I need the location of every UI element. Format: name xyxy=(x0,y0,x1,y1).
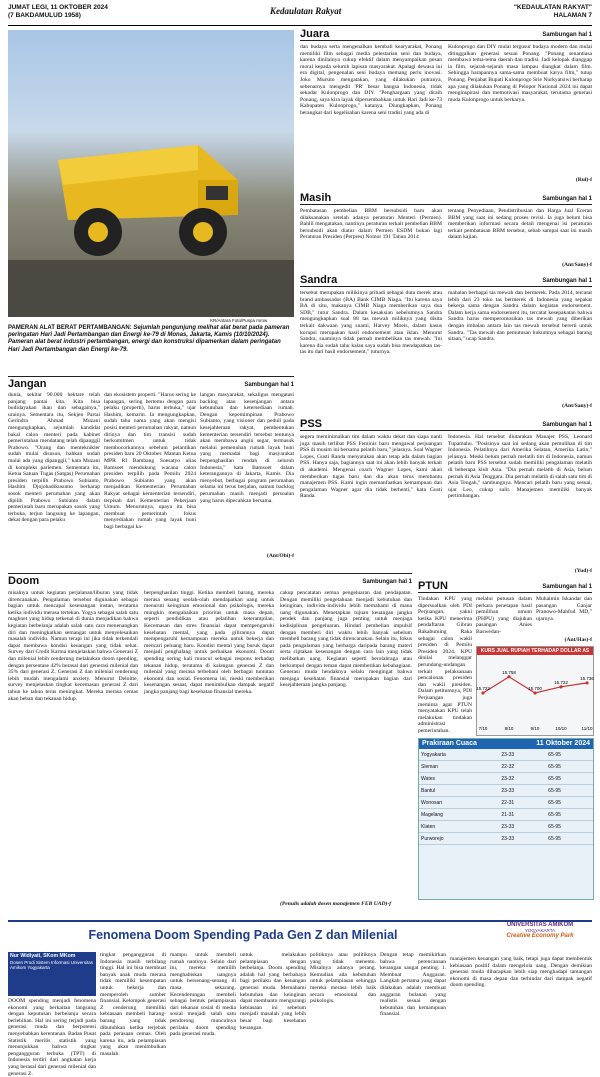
weather-row xyxy=(419,821,593,833)
pss-tag: Sambungan hal 1 xyxy=(542,422,592,428)
doom-col-1: misalnya untuk kegiatan perjalanan/liburan yang tidak direncanakan. Pengalaman tersebut digunakan sebagai bagian untuk mencapai kesenangan instan, terutama ketika individu merasa tertekan. Yogya sebagai salah satu maghnet yang hidup tetkenal di dunia menjadikan bahwa kegiatan berbelanja adalah salah satu cara menenangkan diri dan meningkatkan semangat untuk menyelesaikan masalah individu. Namun terapi ini jika tidak terkendali dapat membawa kondisi keuangan yang tidak sehat. Survey dari Credit Karma menjelaskan bahwa Generasi Z dan milenial lebih cenderung melakukan doom spending, dengan persentase 42% berasal dari generasi milenial dan 35% dari generasi Z. Generasi Z dan milenial cenderung lebih mudah mengalami anxiety. Menurut Deloitte, survey menjelaskan tingkat kecemasan generasi Z dari tahun ke tahun terus meningkat. Mereka merasa cemas akan beban dan tekanan hidup. xyxy=(8,590,138,702)
weather-hum: 65-95 xyxy=(546,833,593,845)
weather-city: Wonosari xyxy=(419,797,499,809)
feature-col-4: untuk melakukan pelampiasan dengan berbelanja. Doom spending adalah hal yang berbahaya bagi perilaku dan keuangan generasi muda. Memahami kebutuhan dan keinginan dapat membantu mengurangi kebiasaan ini sebelum menjadi masalah yang lebih besar bagi kesehatan keuangan. xyxy=(240,952,306,1031)
issue-date: JUMAT LEGI, 11 OKTOBER 2024 xyxy=(8,4,108,11)
weather-city: Klaten xyxy=(419,821,499,833)
amikom-logo xyxy=(488,922,592,952)
feature-col-5: politiknya atau politiknya yang tidak menentu. Misalnya adanya perang. Kemudian ada kebutuhan untuk pelampiasan sehingga mereka merasa lebih baik secara emosional dan psikologis. xyxy=(310,952,376,1005)
rate-value-label: 15.722 xyxy=(476,686,490,691)
juara-col-1: dan budaya serta mengenalkan kembali kearyarakat, Ponang memiliki film sebagai media pelestarian seni dan budaya, karena dinilainya cukup efektif dalam menyampaikan pesan moral kepada seluruh lapisan masyarakat. Apalagi dewasa ini era digital, pengenalan seni budaya memang perlu inovasi. Joko Mursito mengatakan, yang dilakukan putranya, sebenarnya mengedit 'PR' besar bangsa Indonesia, tidak sekadar Kulonprogo dan DIY. "Penghargaan yang diraih Ponang, saya kira layak dipersembahkan untuk Hari Jadi ke-73 Kabupaten Kulonprogo," katanya. Diungkapkan, Ponang berangkat dari kegelisahan karena seni tradisi yang ada di xyxy=(300,44,442,116)
ptun-col-2: melalui putusan dalam perkara penetapan hasil pemilihan umum (PHPU) yang diajukan pasangan Anies Baswedan- xyxy=(476,596,532,635)
ptun-col-3: Muhaimin Iskandar dan pasangan Ganjar Pranowo-Mahfud MD," ujarnya. xyxy=(536,596,592,622)
feature-col-6: Dengan tetap memikirkan bahwa perencanaan keuangan sangat penting. 1. Membuat Anggaran. Langkah pertama yang dapat dilakukan adalah membuat anggaran bulanan yang realistis sesuai dengan kebutuhan dan kemampuan finansial. xyxy=(380,952,446,1018)
weather-row xyxy=(419,773,593,785)
feature-col-1: DOOM spending menjadi fenomena ekonomi yang berkaitan langsung dengan keputusan berbelanja secara berlebihan. Hal ini sering terjadi pada generasi muda dan berpotensi menyebabkan kerentanan. Badan Pusat Statistik merilis statistik yang menunjukkan bahwa tingkat pengangguran terbuka (TPT) di Indonesia terdiri dari angkatan kerja yang berasal dari generasi milenial dan generasi Z. xyxy=(8,998,96,1077)
sandra-rule xyxy=(300,286,592,287)
weather-temp: 22-31 xyxy=(499,797,546,809)
jangan-col-3: langan masyarakat, sekaligus mengatasi backlog atau kesenjangan antara kebutuhan dan ketersediaan rumah. Dengan kepemimpinan Prabowo Subianto, yang visioner dan peduli pada kesejahteraan rakyat, pembentukan kementerian tersendiri tersebut tentunya akan membawa angin segar, termasuk melalui pemenuhan rumah layak huni yang memadai bagi masyarakat berpenghasilan rendah di seluruh Indonesia," kata Bamsoet dalam keterangannya di Jakarta, Kamis. Dia menyebut, berbagai program perumahan selama ini terus berjalan, namun backlog perumahan masih menjadi persoalan yang harus dipecahkan bersama. xyxy=(200,392,294,504)
exchange-rate-chart xyxy=(476,646,594,736)
weather-temp: 21-31 xyxy=(499,809,546,821)
feature-col-3: mampu untuk membeli rumah nantinya. Selain dari itu, mereka memilih menghabiskan uangnya untuk bersenang-senang di masa sekarang. Kecenderungan membeli sebagai bentuk pelampiasan dari tekanan sosial di media sosial menjadi salah satu pendorong munculnya perilaku doom spending pada generasi muda. xyxy=(170,952,236,1038)
weather-temp: 23-33 xyxy=(499,833,546,845)
rate-point xyxy=(559,685,562,688)
rate-point xyxy=(507,675,510,678)
weather-row xyxy=(419,761,593,773)
sandra-title: Sandra xyxy=(300,274,338,286)
jangan-col-1: dunia, sekitar 90.000 hektare telah panjang pantai kita. Kita bisa budidayakan ikan dan sebagainya," urainya. Sementara itu, Sekjen Partai Gerindra Ahmad Muzani mengungkapkan, sejumlah kandidat bakal calon menteri pada kabinet pemerintahan mendatang telah dipanggil Prabowo. "Orang dan menteknikler sudah mulai disusun, bahkan sudah mulai ada yang dipanggil," kata Muzani di kompleks parlemen. Sementara itu, Ketua Satuan Tugas (Satgas) Perumahan presiden terpilih Prabowo Subianto, Hashim Djojohadikusumo berharap sosok menteri perumahan yang akan dipilih Prabowo Subianto dalam pemerintah baru merupakan sosok yang terbuka, terjun langsung ke lapangan, dekat dengan para pelaku xyxy=(8,392,100,524)
univ-slogan: Creative Economy Park xyxy=(506,933,574,939)
jangan-col-2: dan ekosistem properti. "Harus sering ke lapangan, sering bertemu dengan para pelaku (properti), harus terbuka," ujar Hashim, kemarin. Ia mengungkapkan, sudah tahu nama yang akan mengisi posisi menteri perumahan rakyat, namun dirinya dan tim transisi sudah berkomitmen untuk tidak membocorkannya sebelum pelantikan presiden baru 20 Oktober. Mantan Ketua MPR RI Bambang Soesatyo alias Bamsoet mendukung wacana calon presiden terpilih pada Pemilu 2024 Prabowo Subianto yang akan menjadikan Kementerian Perumahan Rakyat sebagai kementerian tersendiri, terpisah dari Kementerian Pekerjaan Umum. Menurutnya, upaya itu bisa membuat pemerintah fokus menyediakan rumah yang layak huni bagi berbagai ka- xyxy=(104,392,196,530)
weather-hum: 65-95 xyxy=(546,809,593,821)
ptun-tag: Sambungan hal 1 xyxy=(542,584,592,590)
masthead: Kedaulatan Rakyat xyxy=(270,6,342,16)
rate-point xyxy=(533,691,536,694)
univ-city: YOGYAKARTA xyxy=(524,928,556,933)
rate-x-tick: 11/10 xyxy=(581,726,593,731)
weather-row xyxy=(419,833,593,845)
paper-name: "KEDAULATAN RAKYAT" xyxy=(513,4,592,11)
weather-city: Magelang xyxy=(419,809,499,821)
weather-temp: 22-32 xyxy=(499,761,546,773)
pss-rule xyxy=(300,430,592,431)
news-photo xyxy=(8,30,294,317)
doom-sign: (Penulis adalah dosen manajemen FEB UAD)-f xyxy=(280,901,392,907)
sandra-col-1: tersebut merupakan milikinya pribadi sebagai duta merek atau brand ambassador (BA) Bank CIMB Niaga. "Itu karena saya BA di situ, makanya CIMB Niaga memberikan saya dua SDB," tutur Sandra. Dalam kesaksian sebelumnya Sandra mengungkapkan soal 88 tas mewah miliknya yang disita terkait dakwaan yang suami, Harvey Moeis, dalam kasus korupsi merupakan hasil endorsement atau iklan. Menurut Sandra, suaminya tidak pernah membelikan tas mewah. "Ini karena dia sudah tahu kalau saya sudah bisa mendapatkan tas-tas itu dari hasil endorsement," tuturnya. xyxy=(300,290,442,356)
mining-truck-illustration xyxy=(48,140,248,260)
weather-temp: 23-33 xyxy=(499,821,546,833)
ptun-title: PTUN xyxy=(418,580,448,592)
doom-col-2: berpenghasilan tinggi. Ketika membeli barang, mereka merasa senang seolah-olah mendapatkan uang untuk menuruti keinginan emosional dan psikologis, mereka mungkin mengabaikan prioritas untuk masa depan, seperti pendidikan atau pelatihan keterampilan. Kecemasan dan stres finansial dapat mempengaruhi kesehatan mental, yang pada gilirannya dapat mempengaruhi kemampuan mereka untuk bekerja dan mencari peluang baru. Kondisi mental yang buruk dapat menjadi penghalang untuk perbaikan ekonomi. Doom spending sering kali muncul sebagai respons terhadap tekanan hidup, terutama di kalangan generasi Z dan milenial yang merasa terbebani oleh berbagai tuntutan ekonomi dan sosial. Fenomena ini, meski memberikan kesenangan sesaat, dapat menimbulkan dampak negatif jangka panjang bagi kesehatan finansial mereka. xyxy=(144,590,274,695)
ptun-rule xyxy=(418,592,592,593)
weather-city: Bantul xyxy=(419,785,499,797)
weather-title: Prakiraan Cuaca xyxy=(422,740,477,747)
chart-plot xyxy=(477,655,593,733)
weather-temp: 23-33 xyxy=(499,749,546,761)
author-name: Nur Widiyati, SKom MKom xyxy=(10,953,76,959)
sandra-tag: Sambungan hal 1 xyxy=(542,278,592,284)
weather-city: Sleman xyxy=(419,761,499,773)
doom-col-3: cakup pencatatan semua pengeluaran dan pendapatan. Dengan memiliki pengetahuan menjadi kebutuhan dan keinginan, individu-individu lebih memahami di mana uang digunakan. Menetapkan tujuan keuangan jangka pendek dan panjang juga penting untuk menjaga kedisiplinan pengeluaran. Hindari pembelian impulsif dengan memberi diri waktu lebih banyak sebelum membeli barang yang tidak direncanakan. Selain itu, fokus pada pengalaman yang berharga daripada barang materi serta ciptakan kesenangan dengan cara lain yang tidak melibatkan uang. Kegiatan seperti berolahraga atau berkumpul dengan teman dapat memberikan kebahagiaan. Generasi muda hendaknya selalu mengingat bahwa menjaga kesehatan finansial merupakan bagian dari kesejahteraan jangka panjang. xyxy=(280,590,412,689)
header-rule xyxy=(8,25,592,26)
masih-title: Masih xyxy=(300,192,332,204)
rate-x-tick: 8/10 xyxy=(504,726,514,731)
header-left xyxy=(8,4,108,20)
weather-row xyxy=(419,797,593,809)
weather-row xyxy=(419,809,593,821)
rate-x-tick: 10/10 xyxy=(555,726,567,731)
issue-edition: (7 BAKDAMULUD 1958) xyxy=(8,12,81,19)
weather-header xyxy=(419,739,593,749)
masih-col-2: tentang Penyediaan, Pendistribusian dan Harga Jual Eceran BBM yang saat ini sedang proses revisi. Ia juga belum bisa memberikan informasi secara detail mengenai isi peraturan terkait pembatasan BBM tersebut, sebab sampai saat ini masih dalam kajian. xyxy=(448,208,592,241)
weather-city: Yogyakarta xyxy=(419,749,499,761)
rate-point xyxy=(585,681,588,684)
weather-hum: 65-95 xyxy=(546,821,593,833)
weather-hum: 65-95 xyxy=(546,773,593,785)
weather-hum: 65-95 xyxy=(546,761,593,773)
weather-table xyxy=(419,749,593,845)
sandra-col-2: mahalan berbagai tas mewah dan bermerek. Pada 2014, tercatat lebih dari 23 toko tas bermerek di Indonesia yang sepakat bekerja sama dengan Sandra dalam kegiatan endorsement. Dalam kerja sama endorsement itu, tercatat kesepakatan bahwa Sandra harus memperomosikan tas mewah yang diberikan dengan imbalan antara lain tas mewah tersebut bererti untuk Sandra. "Tas mewah dan pemutusan hukumnya sebagai barang sitaan," ucap Sandra. xyxy=(448,290,592,343)
univ-name: UNIVERSITAS AMIKOM xyxy=(506,922,574,928)
weather-row xyxy=(419,749,593,761)
photo-caption xyxy=(8,325,294,354)
weather-hum: 65-95 xyxy=(546,797,593,809)
masih-tag: Sambungan hal 1 xyxy=(542,196,592,202)
feature-col-7: manajemen keuangan yang baik, tetapi juga dapat membentuk kebiasaan positif dalam mengelola uang. Dengan demikian generasi muda diharapkan lebih siap menghadapi tantangan ekonomi di masa depan dan terhindar dari dampak negatif doom spending. xyxy=(450,956,592,989)
doom-tag: Sambungan hal 1 xyxy=(362,579,412,585)
rate-x-tick: 9/10 xyxy=(530,726,540,731)
photo-credit: KR/Antara Foto/Puspa mrow xyxy=(210,318,268,323)
weather-date: 11 Oktober 2024 xyxy=(536,740,590,747)
jangan-sign: (Ant/Obi)-f xyxy=(266,553,294,559)
feature-title: Fenomena Doom Spending Pada Gen Z dan Milenial xyxy=(88,928,398,942)
rate-value-label: 15.758 xyxy=(502,669,516,675)
rate-value-label: 15.736 xyxy=(580,675,594,681)
caption-lead: PAMERAN ALAT BERAT PERTAMBANGAN: xyxy=(8,325,132,331)
weather-row xyxy=(419,785,593,797)
juara-title: Juara xyxy=(300,28,330,40)
juara-tag: Sambungan hal 1 xyxy=(542,32,592,38)
author-box xyxy=(8,952,96,996)
rate-point xyxy=(481,691,484,694)
weather-panel xyxy=(418,738,594,900)
masih-col-1: Pembatasan pembelian BBM bersubsidi baru akan dilaksanakan setelah adanya peraturan Menteri (Permen). Bahlil mengatakan, nantinya peraturan terkait pembelian BBM bersubsidi akan diatur dalam Permen ESDM bukan lagi Peraturan Presiden (Perpres) Nomor 191 Tahun 2014 xyxy=(300,208,442,241)
crowd-area xyxy=(8,260,294,317)
pss-col-2: Indonesia. Hal tersebut diutarakan Manajer PSS, Leonard Tupamahu. "Posisinya saat ini sedang akan pemulihan di tim Indonesia. Pelatihnya dari Amerika Selatan, Amerika Latin," jelasnya. Meski belum pernah melatih tim di Indonesia, namun pelatih baru PSS tersebut sudah memiliki pengalaman melatih di beberapa klub Asia. "Dia pernah melatih di Asia, belum pernah di Asia Tenggara. Dia pernah melatih di salah satu tim di Asia Tengah," sambungnya. Mencari pelatih baru yang sesuai, ujar Leo, cukup sulit. Manajemen memiliki banyak pertimbangan. xyxy=(448,434,592,500)
page-number: HALAMAN 7 xyxy=(553,12,592,19)
caption-body: Sejumlah pengunjung melihat alat berat pada pameran peringatan Hari Jadi Pertambangan dan Energi ke-79 di Monas, Jakarta, Kamis (10/10/2024). Pameran alat berat industri pertambangan, energi dan konstruksi dipamerkan dalam peringatan Hari Jadi Pertambangan dan Energi ke-79. xyxy=(8,325,290,353)
rate-value-label: 15.722 xyxy=(554,679,568,685)
pss-col-1: segera meminimalkan tim dalam waktu dekat dan siapa nanti juga masih terlibat PSS Feminis baru mengawal perjuangan PSS di musim ini bersama pelatih baru," jelasnya. Soal Wagner Lopes, Gusti Randa menyatakan akan tetap ada dalam bagian PSS. Hanya saja, bagiannya saat ini akan lebih banyak terkait di akademi. Mengenai coach Wagner Lopes, kami akan memberikan tugas baru dan dia akan terus membantu manajemen PSS. Kami ingin memanfaatkan kemampuan dan pengalaman Wagner agar dia tidak berhenti," kata Gusti Randa. xyxy=(300,434,442,500)
rate-value-label: 15.700 xyxy=(528,686,542,691)
weather-temp: 23-33 xyxy=(499,785,546,797)
rate-x-tick: 7/10 xyxy=(478,726,488,731)
masih-rule xyxy=(300,204,592,205)
pss-title: PSS xyxy=(300,418,323,430)
page-header xyxy=(0,0,600,28)
chart-title: KURS JUAL RUPIAH TERHADAP DOLLAR AS xyxy=(477,647,593,655)
masih-sign: (Ant/Sany)-f xyxy=(562,262,592,268)
ptun-sign: (Ant/Has)-f xyxy=(564,637,592,643)
weather-city: Purworejo xyxy=(419,833,499,845)
juara-rule xyxy=(300,40,592,41)
jangan-title: Jangan xyxy=(8,378,47,390)
weather-hum: 65-95 xyxy=(546,749,593,761)
feature-col-2: tingkat pengangguran di Indonesia masih terbilang tinggi. Hal ini bisa membuat banyak anak muda merasa tidak memiliki kesempatan untuk bekerja dan memperoleh sumber finansial. Kelompok generasi Z cenderung memiliki kebiasaan membeli barang-barang yang tidak dibutuhkan ketika terjebak pada perasaan cemas. Oleh karena itu, ada pelampiasan yang akan menimbulkan masalah. xyxy=(100,952,166,1057)
header-right xyxy=(514,4,592,20)
pss-sign: (Yud)-f xyxy=(574,568,592,574)
doom-title: Doom xyxy=(8,575,40,587)
jangan-rule xyxy=(8,376,294,377)
weather-hum: 65-95 xyxy=(546,785,593,797)
juara-col-2: Kulonprogo dan DIY mulai tergusur budaya modern dan mulai ditinggalkan generasi sesuai Ponang. "Ponang senantiasa membawa tema-tema daerah dan tradisi. Jadi kelopak dianggap ia film, sejarah-sejarah masa lampau diangkat dalam film. Sehingga harapannya sama-sama membuat karya film," tutup Ponang. Penjabat Bupati Kulonprogo Srie Nurkyatsiwi berharap apa yang dilakukan Ponang di Pelopor Nasional 2024 ini dapat menginspirasi dan memotivasi masyarakat, terutama generasi muda Kulonprogo untuk berkarya. xyxy=(448,44,593,103)
sandra-sign: (Ant/Sany)-f xyxy=(562,403,592,409)
weather-city: Wates xyxy=(419,773,499,785)
jangan-tag: Sambungan hal 1 xyxy=(244,382,294,388)
ptun-col-1: Tindakan KPU yang dipersoalkan oleh PDI Perjuangan, yakni ketika KPU menerima pendaftaran Gibran Rakabuming Raka sebagai calon wakil presiden di Pemilu Presiden 2024. KPU dinilai melanggar perundang-undangan terkait pelaksanaan pencalonan presiden dan wakil presiden. Dalam petitumnya, PDI Perjuangan juga meminta agar PTUN menyatakan KPU telah melakukan tindakan administrasi pemerintahan. xyxy=(418,596,472,734)
author-role: Dosen Prodi Sistem Informasi Universitas Amikom Yogyakarta xyxy=(10,959,94,970)
juara-sign: (Rul)-f xyxy=(575,177,592,183)
weather-temp: 23-32 xyxy=(499,773,546,785)
